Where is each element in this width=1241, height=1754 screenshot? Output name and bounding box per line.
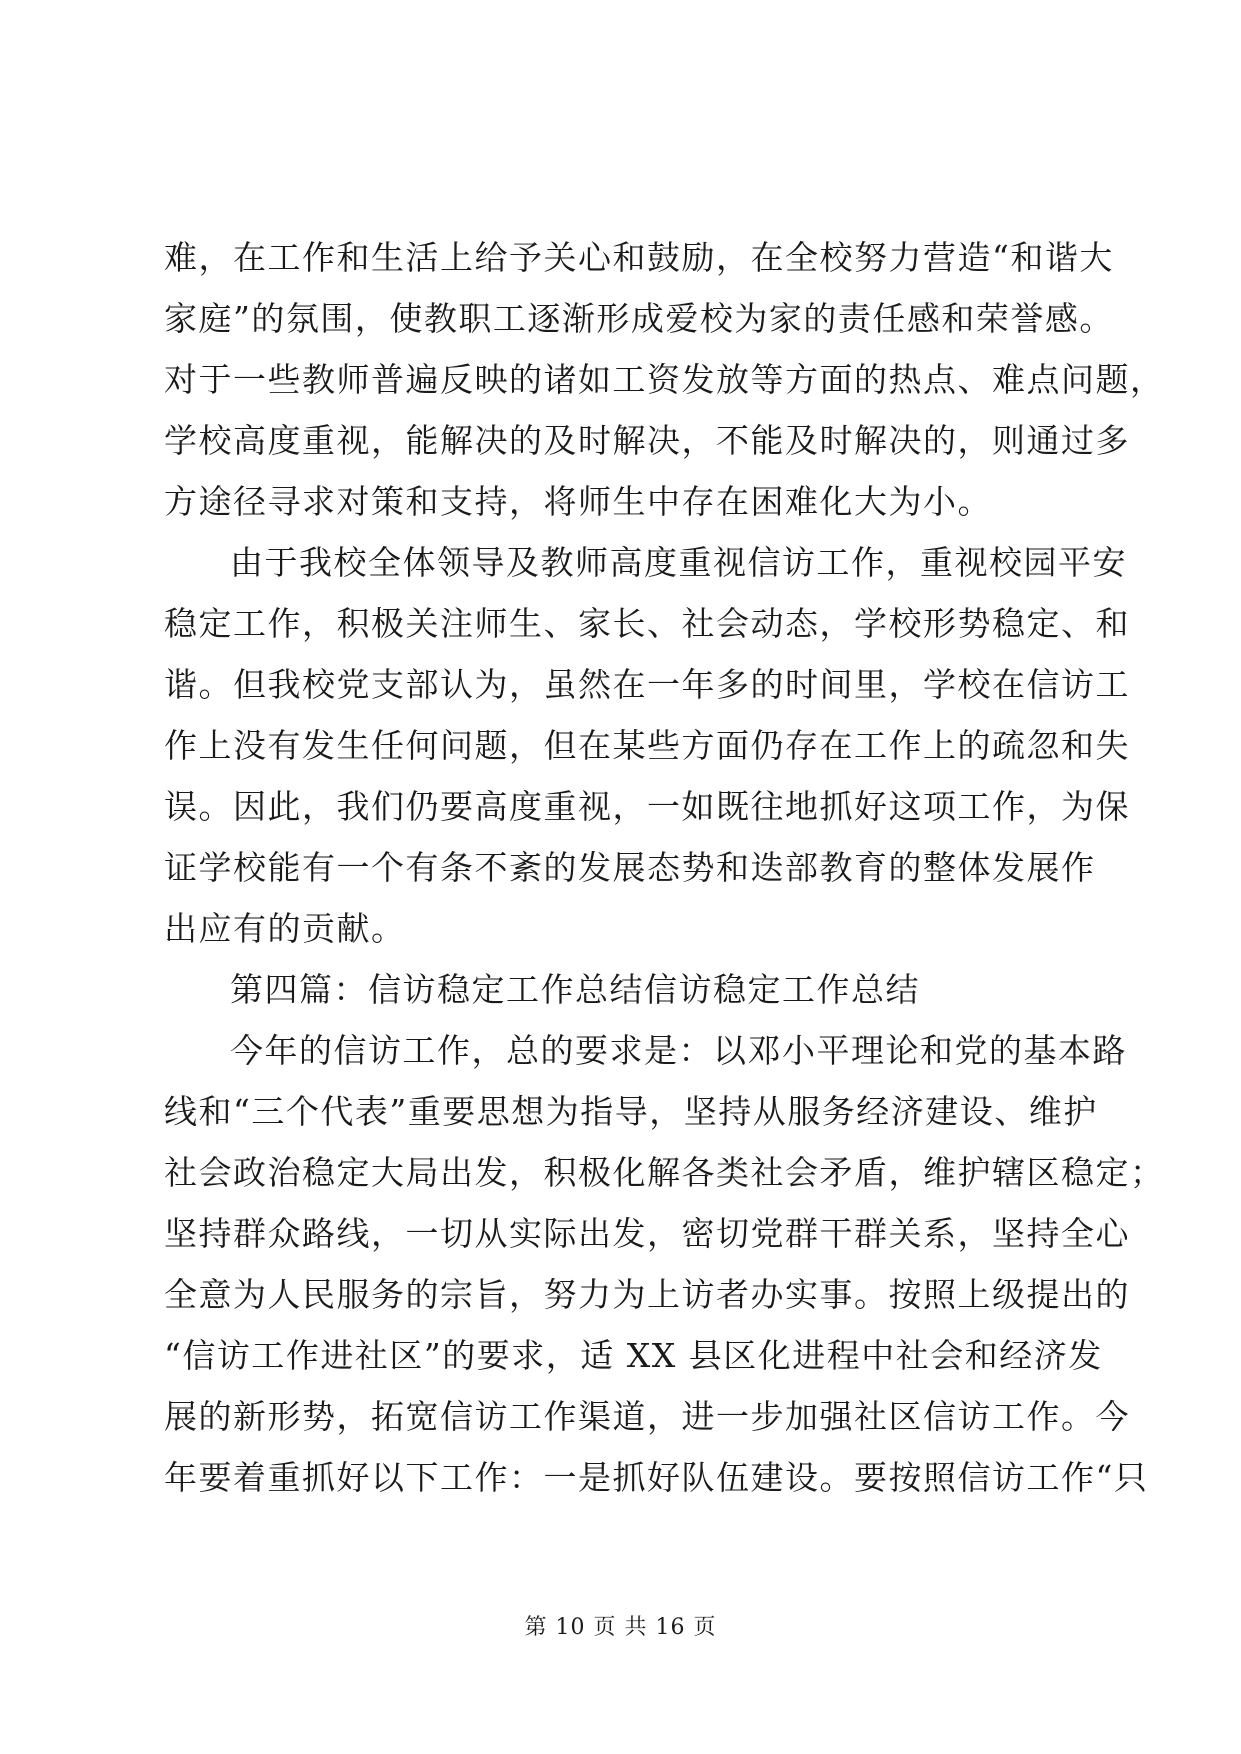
text-line: “信访工作进社区”的要求，适 XX 县区化进程中社会和经济发 — [164, 1336, 1103, 1375]
text-line: 第四篇：信访稳定工作总结信访稳定工作总结 — [230, 970, 920, 1009]
text-line: 出应有的贡献。 — [164, 909, 406, 948]
text-line: 难，在工作和生活上给予关心和鼓励，在全校努力营造“和谐大 — [164, 238, 1114, 277]
text-line: 线和“三个代表”重要思想为指导，坚持从服务经济建设、维护 — [164, 1092, 1098, 1131]
text-line: 谐。但我校党支部认为，虽然在一年多的时间里，学校在信访工 — [164, 665, 1130, 704]
text-line: 误。因此，我们仍要高度重视，一如既往地抓好这项工作，为保 — [164, 787, 1130, 826]
page-footer: 第 10 页 共 16 页 — [524, 1615, 717, 1640]
text-line: 社会政治稳定大局出发，积极化解各类社会矛盾，维护辖区稳定； — [164, 1153, 1165, 1192]
text-line: 年要着重抓好以下工作：一是抓好队伍建设。要按照信访工作“只 — [164, 1458, 1149, 1497]
text-line: 方途径寻求对策和支持，将师生中存在困难化大为小。 — [164, 482, 992, 521]
text-line: 学校高度重视，能解决的及时解决，不能及时解决的，则通过多 — [164, 421, 1130, 460]
document-body — [164, 227, 1165, 1508]
text-line: 证学校能有一个有条不紊的发展态势和迭部教育的整体发展作 — [164, 848, 1096, 887]
text-line: 对于一些教师普遍反映的诸如工资发放等方面的热点、难点问题， — [164, 360, 1165, 399]
text-line: 坚持群众路线，一切从实际出发，密切党群干群关系，坚持全心 — [164, 1214, 1130, 1253]
text-line: 家庭”的氛围，使教职工逐渐形成爱校为家的责任感和荣誉感。 — [164, 299, 1114, 338]
text-line: 全意为人民服务的宗旨，努力为上访者办实事。按照上级提出的 — [164, 1275, 1130, 1314]
text-line: 展的新形势，拓宽信访工作渠道，进一步加强社区信访工作。今 — [164, 1397, 1130, 1436]
text-line: 由于我校全体领导及教师高度重视信访工作，重视校园平安 — [230, 543, 1127, 582]
text-line: 作上没有发生任何问题，但在某些方面仍存在工作上的疏忽和失 — [164, 726, 1130, 765]
text-line: 稳定工作，积极关注师生、家长、社会动态，学校形势稳定、和 — [164, 604, 1130, 643]
text-line: 今年的信访工作，总的要求是：以邓小平理论和党的基本路 — [230, 1031, 1127, 1070]
